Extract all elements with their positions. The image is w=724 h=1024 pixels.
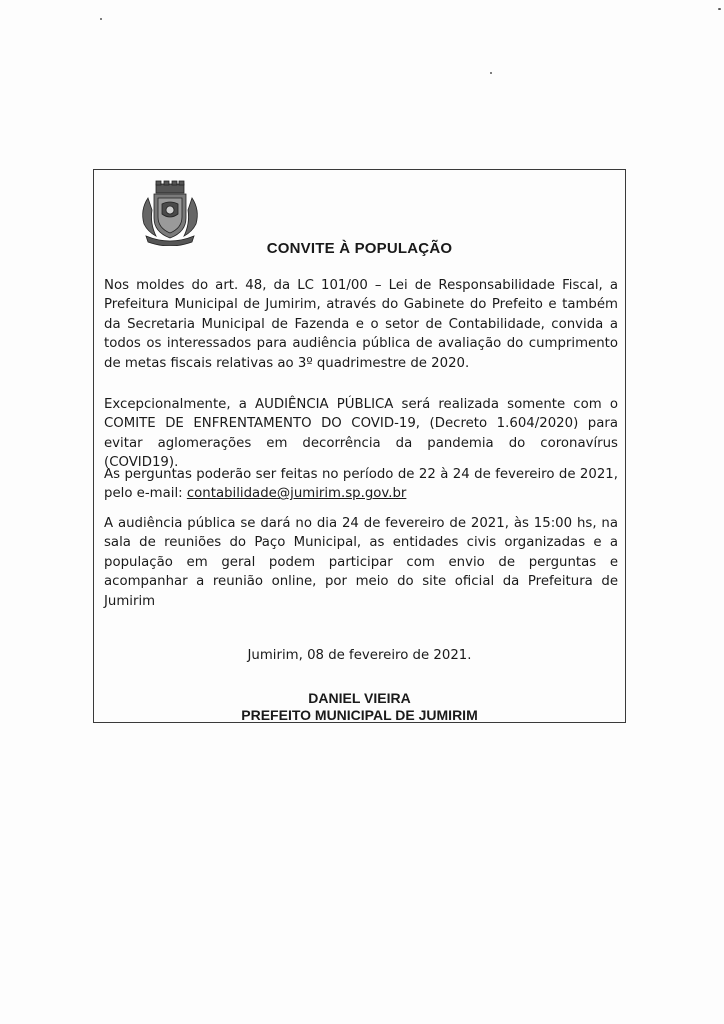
signature-role: PREFEITO MUNICIPAL DE JUMIRIM	[241, 707, 478, 723]
email-link[interactable]: contabilidade@jumirim.sp.gov.br	[186, 486, 407, 502]
scan-speck	[490, 72, 492, 74]
date-line: Jumirim, 08 de fevereiro de 2021.	[247, 648, 472, 663]
paragraph-exception: Excepcionalmente, a AUDIÊNCIA PÚBLICA será realizada somente com o COMITE DE ENFRENTAMENTO DO COVID-19, (Decreto 1.604/2020) para evitar aglomerações em decorrência da pandemia do coronavírus (COVID19).	[104, 397, 618, 471]
paragraph-questions	[104, 465, 618, 504]
signature-name: DANIEL VIEIRA	[308, 690, 411, 706]
document-title: CONVITE À POPULAÇÃO	[266, 240, 453, 257]
paragraph-questions-text: As perguntas poderão ser feitas no período de 22 à 24 de fevereiro de 2021, pelo e-mail:	[104, 467, 618, 502]
scan-speck	[718, 8, 721, 10]
scan-speck	[100, 18, 102, 20]
municipal-coat-of-arms-icon	[136, 180, 204, 246]
paragraph-intro: Nos moldes do art. 48, da LC 101/00 – Lei de Responsabilidade Fiscal, a Prefeitura Municipal de Jumirim, através do Gabinete do Prefeito e também da Secretaria Municipal de Fazenda e o setor de Contabilidade, convida a todos os interessados para audiência pública de avaliação do cumprimento de metas fiscais relativas ao 3º quadrimestre de 2020.	[104, 278, 618, 371]
paragraph-hearing-details: A audiência pública se dará no dia 24 de fevereiro de 2021, às 15:00 hs, na sala de reuniões do Paço Municipal, as entidades civis organizadas e a população em geral podem participar com envio de perguntas e acompanhar a reunião online, por meio do site oficial da Prefeitura de Jumirim	[104, 516, 618, 609]
